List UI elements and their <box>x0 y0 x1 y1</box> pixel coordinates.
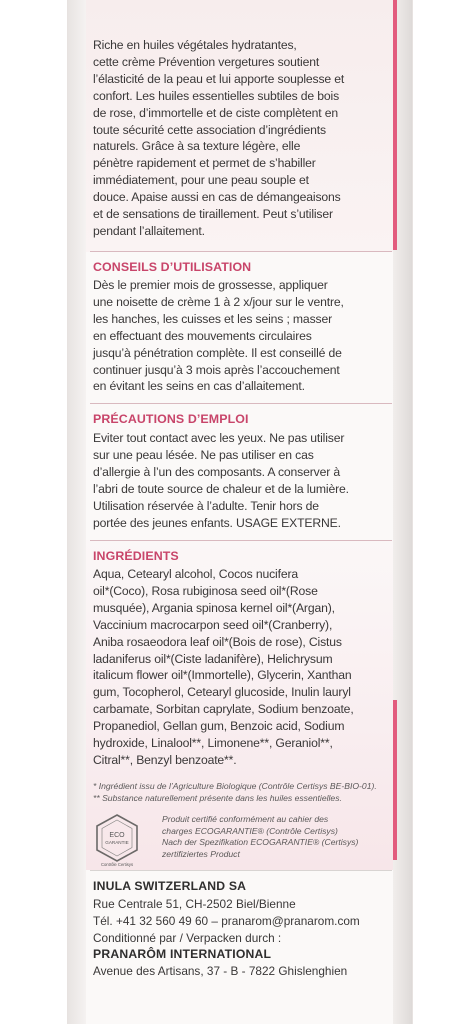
ingredients-line: Propanediol, Gellan gum, Benzoic acid, Sodium <box>93 719 345 734</box>
intro-line: et de sensations de tiraillement. Peut s’utiliser <box>93 207 333 222</box>
precautions-line: sur une peau lésée. Ne pas utiliser en cas <box>93 447 314 462</box>
intro-line: confort. Les huiles essentielles subtiles de bois <box>93 88 340 103</box>
eco-garantie-logo <box>92 813 142 867</box>
precautions-heading: PRÉCAUTIONS D’EMPLOI <box>93 412 249 426</box>
conseils-line: les hanches, les cuisses et les seins ; masser <box>93 311 332 326</box>
company-contact: Tél. +41 32 560 49 60 – pranarom@pranarom.com <box>93 914 360 928</box>
intro-line: l’élasticité de la peau et lui apporte souplesse et <box>93 71 345 86</box>
eco-note-line: charges ECOGARANTIE® (Contrôle Certisys) <box>162 825 338 836</box>
eco-note-line: zertifiziertes Product <box>162 848 240 859</box>
intro-line: immédiatement, pour une peau souple et <box>93 173 309 188</box>
ingredients-line: Vaccinium macrocarpon seed oil*(Cranberry), <box>93 617 333 632</box>
ingredients-heading: INGRÉDIENTS <box>93 549 179 563</box>
ingredients-line: hydroxide, Linalool**, Limonene**, Geraniol**, <box>93 736 333 751</box>
intro-line: de rose, d’immortelle et de ciste complètent en <box>93 105 338 120</box>
conseils-line: Dès le premier mois de grossesse, appliquer <box>93 278 328 292</box>
eco-badge-top: ECO <box>109 832 125 839</box>
intro-text <box>93 37 389 240</box>
conseils-line: en effectuant des mouvements circulaires <box>93 328 312 343</box>
ingredients-line: musquée), Argania spinosa kernel oil*(Argan), <box>93 600 335 615</box>
company-address: Rue Centrale 51, CH-2502 Biel/Bienne <box>93 897 296 911</box>
ingredients-line: Aniba rosaeodora leaf oil*(Bois de rose), Cistus <box>93 634 342 649</box>
precautions-line: Eviter tout contact avec les yeux. Ne pas utiliser <box>93 431 345 445</box>
section-divider <box>90 870 392 871</box>
conseils-line: continuer jusqu’à 3 mois après l’accouchement <box>93 362 340 377</box>
ingredients-text <box>93 566 389 769</box>
eco-note-line: Produit certifié conformément au cahier des <box>162 814 329 824</box>
ingredients-line: carbamate, Sorbitan caprylate, Sodium benzoate, <box>93 702 354 717</box>
ingredients-line: ladaniferus oil*(Ciste ladanifère), Helichrysum <box>93 651 333 666</box>
conseils-line: en évitant les seins en cas d’allaitement. <box>93 379 305 394</box>
precautions-line: Utilisation réservée à l’adulte. Tenir hors de <box>93 498 319 513</box>
packer-name: PRANARÔM INTERNATIONAL <box>93 947 272 961</box>
section-divider <box>90 251 392 252</box>
box-edge-left <box>68 0 86 1024</box>
footnote-organic: * Ingrédient issu de l’Agriculture Biologique (Contrôle Certisys BE-BIO-01). <box>93 781 377 791</box>
precautions-line: l’abri de toute source de chaleur et de la lumière. <box>93 481 349 496</box>
conseils-heading: CONSEILS D’UTILISATION <box>93 260 252 274</box>
intro-line: pendant l’allaitement. <box>93 223 205 238</box>
accent-stripe-top <box>393 0 397 250</box>
eco-badge-bottom: GARANTIE <box>105 840 129 845</box>
intro-line: Riche en huiles végétales hydratantes, <box>93 38 297 52</box>
intro-line: cette crème Prévention vergetures soutient <box>93 54 320 69</box>
conseils-line: une noisette de crème 1 à 2 x/jour sur le ventre, <box>93 294 344 309</box>
footnote-natural: ** Substance naturellement présente dans les huiles essentielles. <box>93 793 342 803</box>
ingredients-line: oil*(Coco), Rosa rubiginosa seed oil*(Rose <box>93 583 318 598</box>
conseils-text <box>93 277 389 395</box>
conseils-line: jusqu’à pénétration complète. Il est conseillé de <box>93 345 342 360</box>
ingredients-line: gum, Tocopherol, Cetearyl glucoside, Inulin lauryl <box>93 685 351 700</box>
ingredients-line: italicum flower oil*(Immortelle), Glycerin, Xanthan <box>93 668 352 683</box>
precautions-line: d’allergie à l’un des composants. A conserver à <box>93 464 340 479</box>
ingredients-line: Aqua, Cetearyl alcohol, Cocos nucifera <box>93 567 298 581</box>
precautions-line: portée des jeunes enfants. USAGE EXTERNE. <box>93 515 341 530</box>
accent-stripe-bottom <box>393 700 397 860</box>
intro-line: pénètre rapidement et permet de s’habiller <box>93 156 316 171</box>
eco-badge-caption: Contrôle Certisys <box>100 862 134 867</box>
intro-line: toute sécurité cette association d’ingrédients <box>93 122 326 137</box>
section-divider <box>90 403 392 404</box>
eco-certification-note <box>162 814 392 860</box>
precautions-text <box>93 430 389 531</box>
company-name: INULA SWITZERLAND SA <box>93 879 247 893</box>
eco-note-line: Nach der Spezifikation ECOGARANTIE® (Certisys) <box>162 837 359 848</box>
packer-address: Avenue des Artisans, 37 - B - 7822 Ghislenghien <box>93 964 348 978</box>
section-divider <box>90 540 392 541</box>
packed-by-label: Conditionné par / Verpacken durch : <box>93 931 282 945</box>
intro-line: naturels. Grâce à sa texture légère, elle <box>93 139 301 154</box>
intro-line: douce. Apaise aussi en cas de démangeaisons <box>93 190 341 205</box>
ingredients-line: Citral**, Benzyl benzoate**. <box>93 752 237 767</box>
